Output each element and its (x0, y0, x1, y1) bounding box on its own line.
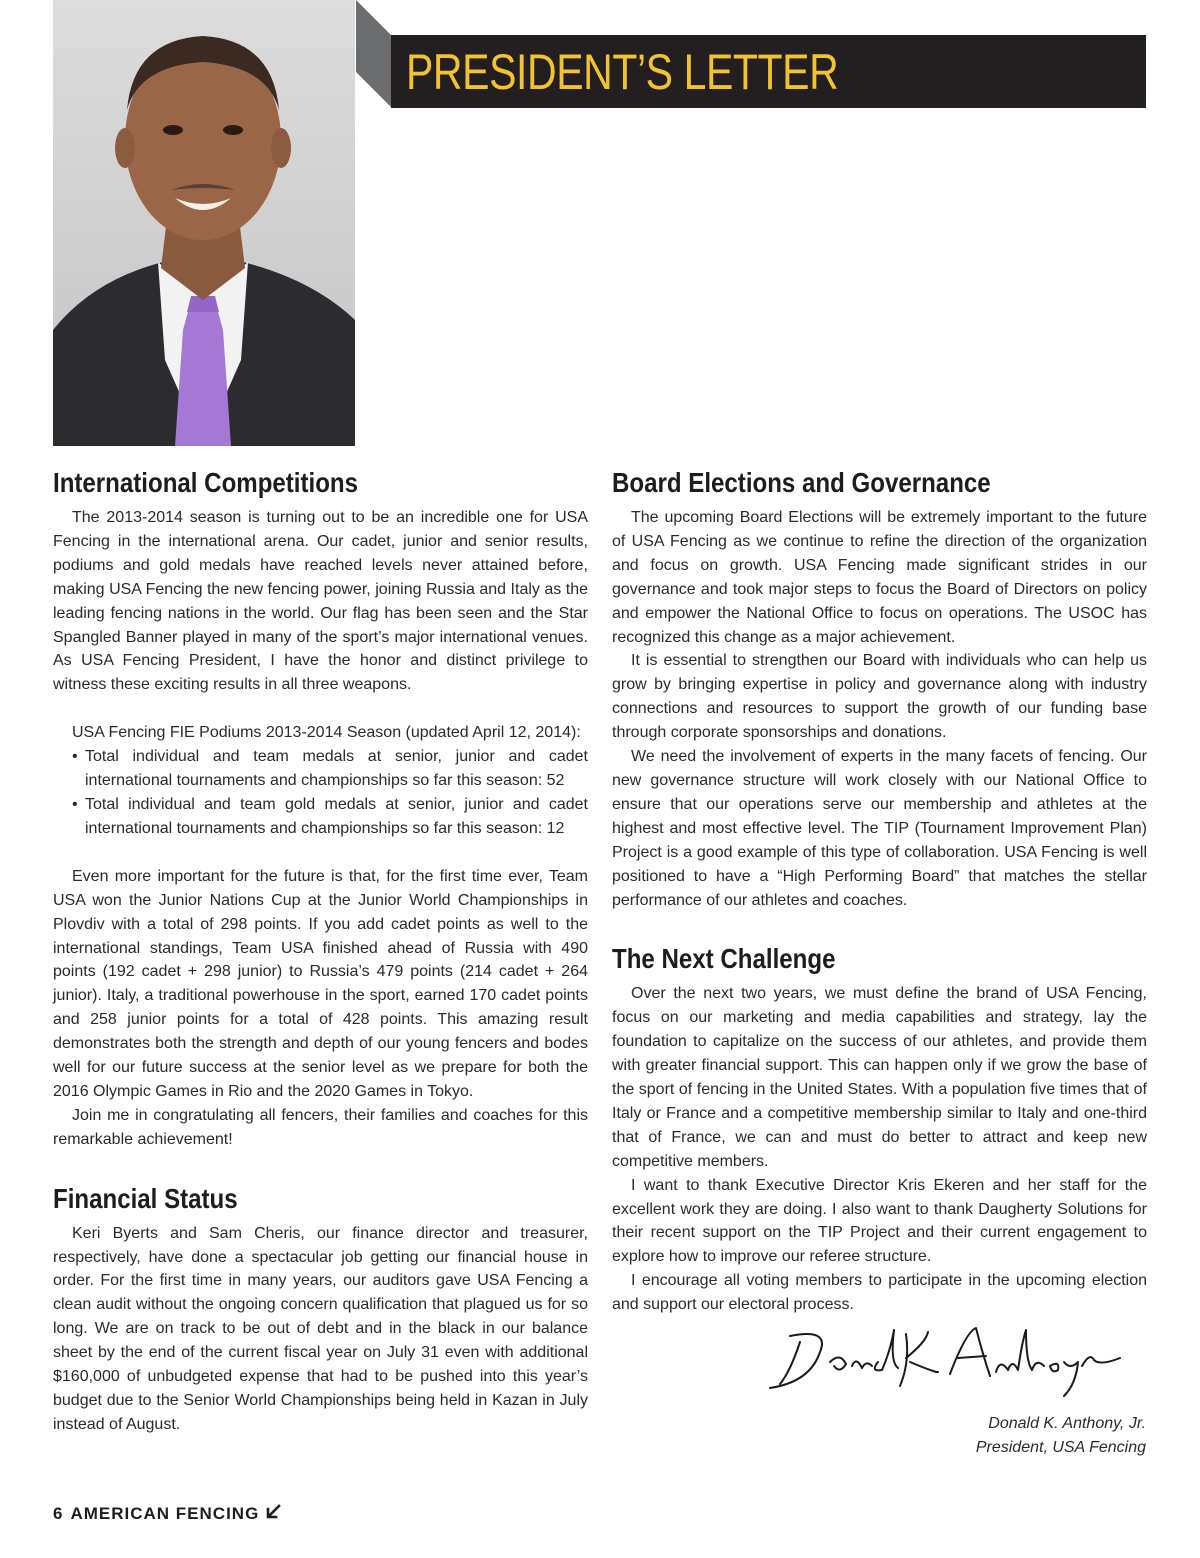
right-column (612, 466, 1147, 1317)
magazine-name: AMERICAN FENCING (70, 1504, 260, 1523)
heading-international-competitions: International Competitions (53, 467, 359, 498)
bullet-text: Total individual and team gold medals at senior, junior and cadet international tournaments and championships so far this season: 12 (85, 795, 588, 837)
signer-title: President, USA Fencing (975, 1439, 1146, 1456)
podiums-intro: USA Fencing FIE Podiums 2013-2014 Season (updated April 12, 2014): (72, 724, 581, 742)
handwritten-signature (760, 1322, 1130, 1402)
next-paragraph-1: Over the next two years, we must define the brand of USA Fencing, focus on our marketing and media capabilities and strategy, lay the foundation to capitalize on the success of our athletes, and provide them with greater financial support. This can happen only if we grow the base of the sport of fencing in the United States. With a population five times that of Italy or France and a competitive membership similar to Italy and one-third that of France, we can and must do better to attract and keep new competitive members. (612, 985, 1147, 1170)
signature-block (976, 1412, 1146, 1460)
board-paragraph-3: We need the involvement of experts in the many facets of fencing. Our new governance structure will work closely with our National Office to ensure that our operations serve our membership and athletes at the highest and most effective level. The TIP (Tournament Improvement Plan) Project is a good example of this type of collaboration. USA Fencing is well positioned to have a “High Performing Board” that matches the stellar performance of our athletes and coaches. (612, 748, 1147, 909)
page-number: 6 (53, 1504, 63, 1523)
list-item: • Total individual and team medals at senior, junior and cadet international tournaments and championships so far this season: 52 (72, 748, 588, 790)
heading-next-challenge: The Next Challenge (612, 943, 836, 975)
signer-name: Donald K. Anthony, Jr. (988, 1415, 1146, 1432)
banner-angled-tab (356, 0, 392, 108)
arrow-down-left-icon (265, 1503, 281, 1527)
international-paragraph-1: The 2013-2014 season is turning out to be an incredible one for USA Fencing in the international arena. Our cadet, junior and senior results, podiums and gold medals have reached levels never attained before, making USA Fencing the new fencing power, joining Russia and Italy as the leading fencing nations in the world. Our flag has been seen and the Star Spangled Banner played in many of the sport’s major international venues. As USA Fencing President, I have the honor and distinct privilege to witness these exciting results in all three weapons. (53, 509, 588, 694)
bullet-text: Total individual and team medals at senior, junior and cadet international tournaments and championships so far this season: 52 (85, 748, 588, 790)
president-portrait-photo (53, 0, 355, 446)
heading-financial-status: Financial Status (53, 1182, 238, 1214)
board-paragraph-1: The upcoming Board Elections will be extremely important to the future of USA Fencing as we continue to refine the direction of the organization and focus on growth. USA Fencing made significant strides in our governance and took major steps to focus the Board of Directors on policy and empower the National Office to focus on operations. The USOC has recognized this change as a major achievement. (612, 509, 1147, 646)
page-footer (53, 1502, 281, 1527)
board-paragraph-2: It is essential to strengthen our Board with individuals who can help us grow by bringing expertise in policy and governance along with industry connections and resources to support the growth of our funding base through corporate sponsorships and donations. (612, 652, 1147, 742)
left-column (53, 466, 588, 1437)
financial-paragraph-1: Keri Byerts and Sam Cheris, our finance director and treasurer, respectively, have done a spectacular job getting our financial house in order. For the first time in many years, our auditors gave USA Fencing a clean audit without the ongoing concern qualification that plagued us for so long. We are on track to be out of debt and in the black in our balance sheet by the end of the current fiscal year on July 31 even with additional $160,000 of unbudgeted expense that had to be pushed into this year’s budget due to the Senior World Championships being held in Kazan in July instead of August. (53, 1224, 588, 1433)
podium-list (53, 745, 588, 841)
list-item: • Total individual and team gold medals at senior, junior and cadet international tournaments and championships so far this season: 12 (72, 795, 588, 837)
next-paragraph-3: I encourage all voting members to participate in the upcoming election and support our electoral process. (612, 1272, 1147, 1314)
international-paragraph-3: Join me in congratulating all fencers, their families and coaches for this remarkable achievement! (53, 1106, 588, 1148)
next-paragraph-2: I want to thank Executive Director Kris Ekeren and her staff for the excellent work they are doing. I also want to thank Daugherty Solutions for their recent support on the TIP Project and their current engagement to explore how to improve our referee structure. (612, 1176, 1147, 1266)
international-paragraph-2: Even more important for the future is that, for the first time ever, Team USA won the Junior Nations Cup at the Junior World Championships in Plovdiv with a total of 298 points. If you add cadet points as well to the international standings, Team USA finished ahead of Russia with 490 points (192 cadet + 298 junior) to Russia’s 479 points (214 cadet + 264 junior). Italy, a traditional powerhouse in the sport, earned 170 cadet points and 258 junior points for a total of 428 points. This amazing result demonstrates both the strength and depth of our young fencers and bodes well for our future success at the senior level as we prepare for both the 2016 Olympic Games in Rio and the 2020 Games in Tokyo. (53, 867, 588, 1100)
portrait-illustration (53, 0, 355, 446)
heading-board-elections: Board Elections and Governance (612, 467, 991, 498)
page-title: PRESIDENT’S LETTER (406, 44, 839, 100)
